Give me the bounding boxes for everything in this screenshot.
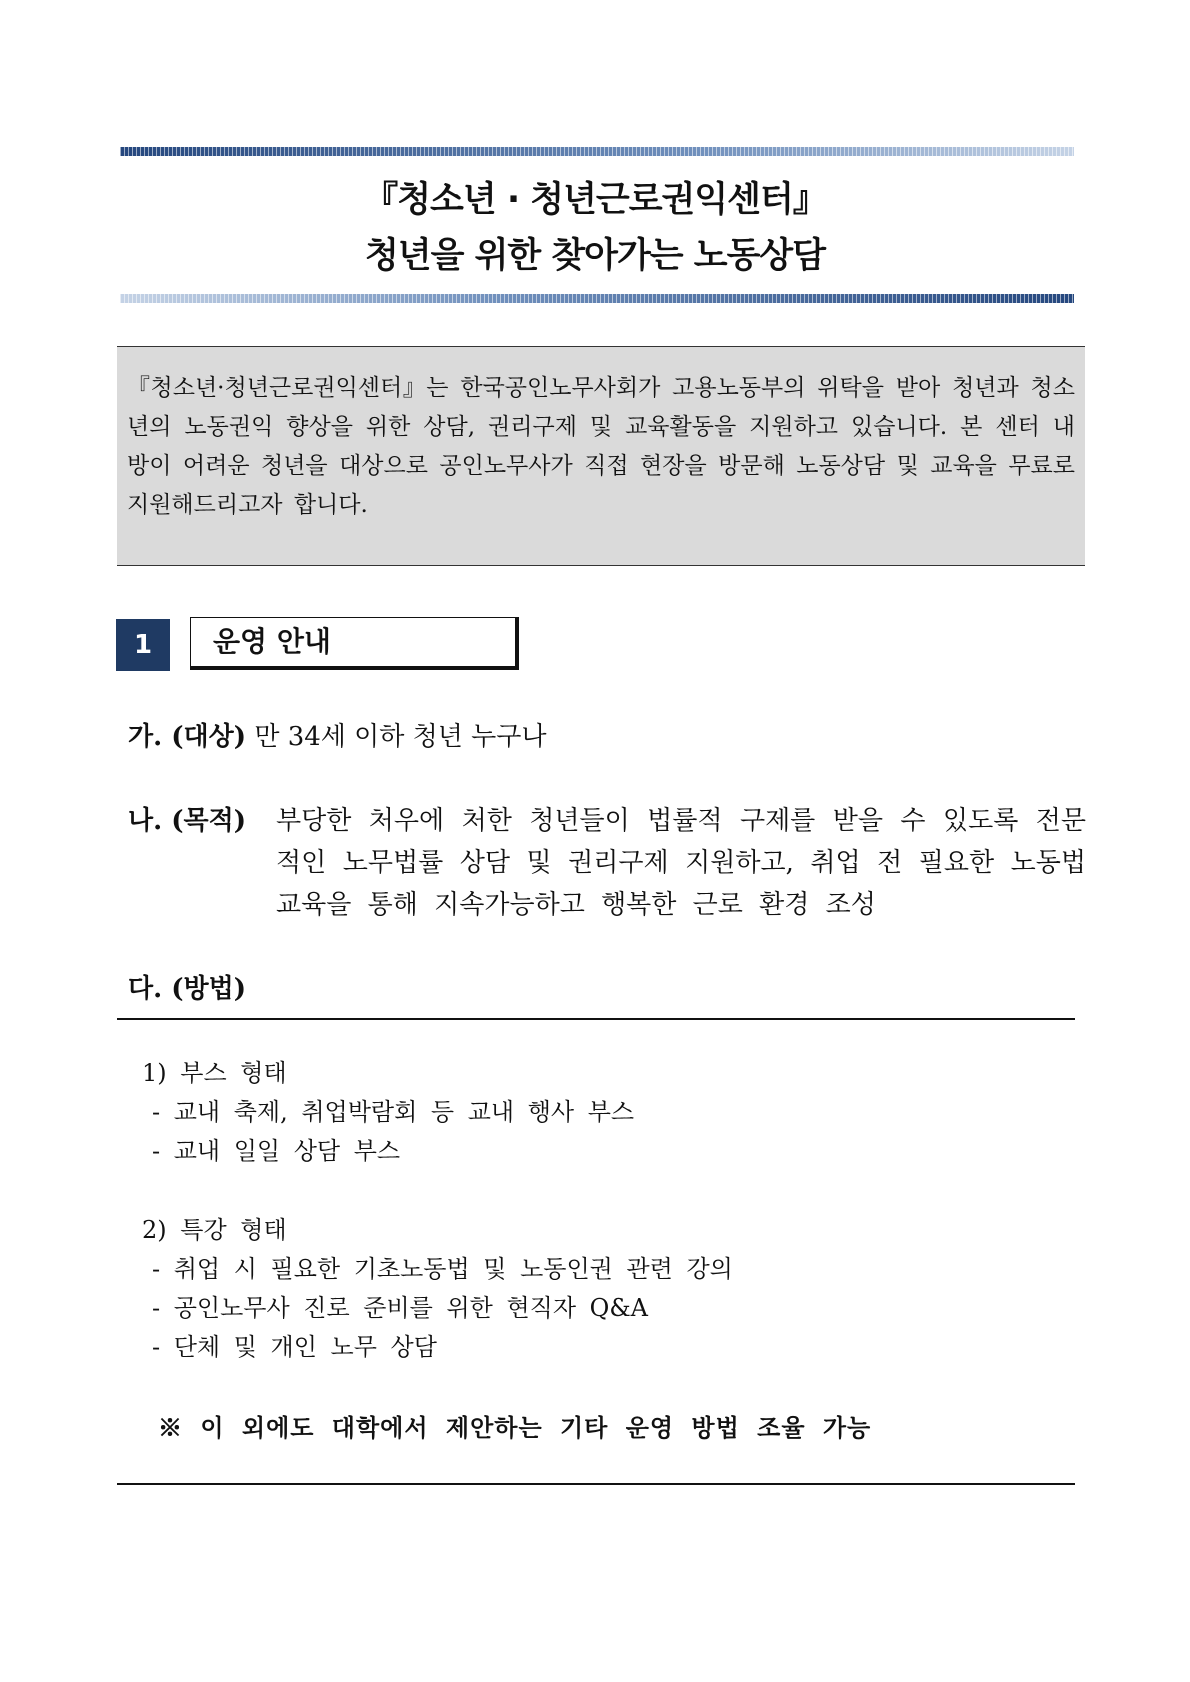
method-note: ※ 이 외에도 대학에서 제안하는 기타 운영 방법 조율 가능	[158, 1413, 872, 1442]
target-item	[128, 716, 547, 758]
method-group-title: 2) 특강 형태	[142, 1216, 287, 1244]
target-text: 만 34세 이하 청년 누구나	[254, 722, 547, 752]
method-label: 다. (방법)	[128, 974, 247, 1004]
purpose-label: 나. (목적)	[128, 806, 247, 836]
header-top-rule	[120, 147, 1074, 156]
list-item: - 교내 일일 상담 부스	[152, 1137, 401, 1165]
target-label: 가. (대상)	[128, 722, 247, 752]
header-bottom-rule	[120, 294, 1074, 303]
intro-box	[117, 346, 1085, 566]
list-item: - 공인노무사 진로 준비를 위한 현직자 Q&A	[152, 1294, 649, 1322]
section-title: 운영 안내	[190, 617, 519, 670]
method-group-lecture	[142, 1211, 733, 1367]
page-title-line2: 청년을 위한 찾아가는 노동상담	[364, 236, 826, 276]
method-group-booth	[142, 1054, 634, 1171]
list-item: - 취업 시 필요한 기초노동법 및 노동인권 관련 강의	[152, 1255, 733, 1283]
intro-text: 『청소년·청년근로권익센터』는 한국공인노무사회가 고용노동부의 위탁을 받아 청년과 청소년의 노동권익 향상을 위한 상담, 권리구제 및 교육활동을 지원하고 있습니다. 본 센터 내방이 어려운 청년을 대상으로 공인노무사가 직접 현장을 방문해 노동상담 및 교육을 무료로 지원해드리고자 합니다.	[127, 375, 1075, 518]
purpose-text: 부당한 처우에 처한 청년들이 법률적 구제를 받을 수 있도록 전문적인 노무법률 상담 및 권리구제 지원하고, 취업 전 필요한 노동법교육을 통해 지속가능하고 행복한 근로 환경 조성	[276, 806, 1086, 920]
method-group-title: 1) 부스 형태	[142, 1059, 287, 1087]
page-title-line1: 『청소년 · 청년근로권익센터』	[363, 180, 827, 220]
method-item	[128, 968, 246, 1010]
list-item: - 단체 및 개인 노무 상담	[152, 1333, 437, 1361]
divider-top	[117, 1018, 1075, 1020]
list-item: - 교내 축제, 취업박람회 등 교내 행사 부스	[152, 1098, 635, 1126]
divider-bottom	[117, 1483, 1075, 1485]
section-number-badge: 1	[116, 619, 170, 671]
